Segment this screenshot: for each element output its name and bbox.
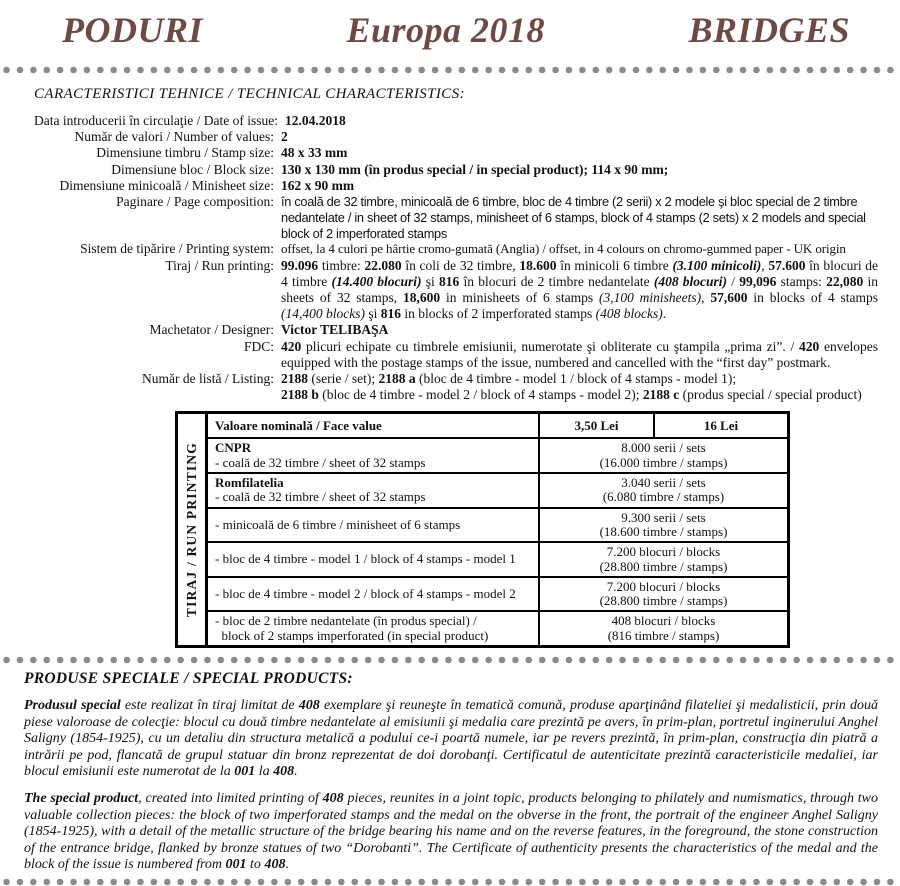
text-run: (bloc de 4 timbre - model 2 / block of 4 stamps - model 2);	[318, 387, 643, 403]
run-printing-table	[175, 411, 790, 648]
text-run: 57.600	[768, 257, 806, 273]
text-run: 22,080	[826, 273, 864, 289]
characteristic-value	[281, 258, 878, 323]
text-run: - coală de 32 timbre / sheet of 32 stamps	[215, 489, 426, 505]
text-run: The special product	[24, 790, 139, 806]
characteristic-value	[281, 322, 878, 338]
characteristic-value	[285, 113, 878, 129]
text-run: stamps:	[776, 273, 827, 289]
text-run: Romfilatelia	[215, 475, 284, 491]
text-run: 816	[380, 306, 401, 322]
table-row	[208, 472, 787, 507]
characteristic-row	[34, 339, 878, 371]
characteristic-label: Dimensiune bloc / Block size:	[111, 161, 274, 177]
table-header-value-16-lei: 16 Lei	[653, 414, 787, 437]
text-run: .	[662, 306, 667, 322]
text-run: 2188 c	[642, 387, 680, 403]
characteristic-label: Număr de listă / Listing:	[142, 371, 274, 387]
text-run: 408	[273, 764, 295, 780]
title-series: Europa 2018	[346, 10, 545, 50]
table-quantity-cell	[538, 612, 787, 645]
dotted-separator-bottom	[0, 878, 900, 886]
text-run: 2188 a	[378, 371, 416, 387]
table-quantity-line: (6.080 timbre / stamps)	[602, 489, 725, 505]
title-romanian: PODURI	[62, 10, 204, 50]
table-product-line	[215, 441, 532, 455]
text-run: in sheets of 32 stamps,	[281, 273, 878, 306]
text-run: in minisheets of 6 stamps	[440, 290, 599, 306]
text-run: 816	[439, 273, 460, 289]
text-run: 22.080	[364, 257, 402, 273]
text-run: 99.096	[281, 257, 319, 273]
table-quantity-cell	[538, 439, 787, 472]
characteristics-list	[34, 113, 878, 403]
text-run: CNPR	[215, 440, 252, 456]
text-run: - coală de 32 timbre / sheet of 32 stamps	[215, 454, 426, 470]
text-run: 162 x 90 mm	[281, 177, 355, 193]
table-quantity-line: (28.800 timbre / stamps)	[599, 558, 728, 574]
table-product-cell	[208, 612, 538, 645]
text-run: 408	[264, 857, 286, 873]
text-run: in blocks of 4 stamps	[747, 290, 879, 306]
characteristic-label: FDC:	[243, 338, 274, 354]
characteristic-row	[34, 322, 878, 338]
text-run: 420	[281, 338, 302, 354]
table-quantity-line: (16.000 timbre / stamps)	[599, 454, 728, 470]
text-run: (3,100 minisheets)	[598, 290, 702, 306]
table-product-line	[215, 552, 532, 566]
characteristic-row	[34, 113, 878, 129]
text-run: (408 blocuri)	[653, 273, 728, 289]
text-run: 99,096	[739, 273, 777, 289]
text-run: exemplare şi reuneşte în tematică comună, produse aparţinând filateliei şi medalisticii, prin două piese valoroase de colecţie: blocul cu două timbre nedantelate al emisiunii şi medalia care prezintă pe avers, în prim-plan, portretul inginerului Anghel Saligny (1854-1925), cu un detaliu din structura metalică a podului ce-i poartă numele, iar pe revers prezintă, în prim-plan, construcţia din piatră a intrării pe pod, flancată de grupul statuar din bronz reprezentat de doi dorobanţi. Certificatul de autenticitate prezintă caracteristicile medaliei, iar blocul emisiunii este numerotat de la	[24, 698, 878, 780]
text-run: envelopes equipped with the postage stamps of the issue, numbered and cancelled with the “first day” postmark.	[281, 338, 878, 370]
text-run: 001	[225, 857, 247, 873]
table-header-face-value: Valoare nominală / Face value	[215, 418, 382, 434]
text-run: (3.100 minicoli)	[672, 257, 762, 273]
table-product-line	[215, 476, 532, 490]
text-run: - bloc de 4 timbre - model 1 / block of 4 stamps - model 1	[215, 551, 516, 567]
text-run: 130 x 130 mm (în produs special / in special product); 114 x 90 mm;	[281, 161, 669, 177]
text-run: pieces, reunites in a joint topic, products belonging to philately and numismatics, through two valuable collection pieces: the block of two imperforated stamps and the medal on the obverse in the front, the portrait of the engineer Anghel Saligny (1854-1925), with a detail of the metallic structure of the bridge bearing his name and on the reverse features, in the foreground, the stone construction of the entrance bridge, flanked by bronze statues of two “Dorobanti”. The Certificate of authenticity presents the characteristics of the medal and the block of the issue is numbered from	[24, 790, 878, 873]
table-row	[208, 507, 787, 542]
text-run: 408	[322, 790, 344, 806]
text-run: plicuri echipate cu timbrele emisiunii, numerotate şi obliterate cu ştampila „prima zi”. /	[301, 338, 799, 354]
text-run: 18.600	[519, 257, 557, 273]
text-run: 57,600	[710, 290, 748, 306]
characteristic-value	[281, 145, 878, 161]
special-products-heading: PRODUSE SPECIALE / SPECIAL PRODUCTS:	[24, 670, 353, 687]
text-run: este realizat în tiraj limitat de	[120, 698, 299, 713]
characteristic-label: Machetator / Designer:	[149, 322, 274, 338]
table-quantity-line: (816 timbre / stamps)	[607, 627, 720, 643]
text-run: block of 2 stamps imperforated (in special product)	[215, 627, 489, 643]
characteristic-label: Paginare / Page composition:	[116, 194, 274, 210]
text-run: 408	[298, 698, 320, 713]
text-run: 18,600	[403, 290, 441, 306]
characteristic-row	[34, 371, 878, 403]
text-run: la	[255, 764, 274, 780]
text-run: (14.400 blocuri)	[331, 273, 422, 289]
special-paragraph-english	[24, 791, 878, 874]
table-product-line	[215, 518, 532, 532]
text-run: - bloc de 2 timbre nedantelate (în produs special) /	[215, 613, 477, 629]
table-product-cell	[208, 509, 538, 542]
characteristic-value	[281, 162, 878, 178]
table-quantity-line: 8.000 serii / sets	[621, 440, 706, 456]
title-english: BRIDGES	[688, 10, 850, 50]
table-quantity-line: (28.800 timbre / stamps)	[599, 593, 728, 609]
table-row	[208, 576, 787, 611]
table-product-line	[215, 629, 532, 643]
text-run: - bloc de 4 timbre - model 2 / block of 4 stamps - model 2	[215, 585, 516, 601]
characteristic-label: Număr de valori / Number of values:	[74, 129, 274, 145]
text-run: 2	[281, 129, 288, 145]
characteristic-label: Tiraj / Run printing:	[165, 257, 274, 273]
text-run: timbre:	[318, 257, 365, 273]
text-run: în minicoli 6 timbre	[556, 257, 673, 273]
table-row	[208, 437, 787, 472]
table-quantity-line: (18.600 timbre / stamps)	[599, 523, 728, 539]
table-quantity-line: 9.300 serii / sets	[621, 509, 706, 525]
table-quantity-cell	[538, 543, 787, 576]
characteristic-value	[281, 339, 878, 371]
text-run: Victor TELIBAŞA	[281, 322, 389, 338]
text-run: to	[246, 857, 265, 873]
table-quantity-cell	[538, 578, 787, 611]
characteristic-row	[34, 145, 878, 161]
characteristic-row	[34, 178, 878, 194]
text-run: 2188	[281, 371, 308, 387]
text-run: în blocuri de 4 timbre	[281, 257, 879, 289]
text-run: în coli de 32 timbre,	[401, 257, 520, 273]
technical-characteristics-heading: CARACTERISTICI TEHNICE / TECHNICAL CHARACTERISTICS:	[34, 86, 465, 102]
characteristic-row	[34, 258, 878, 323]
characteristic-value	[281, 241, 878, 257]
table-quantity-cell	[538, 509, 787, 542]
text-run: (408 blocks)	[595, 306, 663, 322]
table-header-row	[208, 414, 787, 437]
text-run: 001	[234, 764, 256, 780]
text-run: şi	[364, 306, 381, 322]
text-run: , created into limited printing of	[138, 790, 323, 806]
text-run: Produsul special	[24, 698, 121, 713]
table-quantity-line: 408 blocuri / blocks	[611, 613, 716, 629]
text-run: (produs special / special product)	[679, 387, 862, 403]
dotted-separator-middle	[0, 656, 900, 664]
characteristic-row	[34, 162, 878, 178]
text-run: - minicoală de 6 timbre / minisheet of 6 stamps	[215, 516, 461, 532]
table-product-line	[215, 456, 532, 470]
text-run: ,	[761, 257, 769, 273]
characteristic-label: Data introducerii în circulaţie / Date of issue:	[34, 113, 279, 128]
table-quantity-line: 7.200 blocuri / blocks	[606, 578, 721, 594]
text-run: in blocks of 2 imperforated stamps	[401, 306, 596, 322]
table-header-value-350-lei: 3,50 Lei	[538, 414, 653, 437]
text-run: (serie / set);	[308, 371, 379, 387]
table-product-line	[215, 587, 532, 601]
table-quantity-cell	[538, 474, 787, 507]
characteristic-label: Dimensiune minicoală / Minisheet size:	[59, 177, 274, 193]
table-row	[208, 610, 787, 645]
text-run: offset, la 4 culori pe hârtie cromo-gumată (Anglia) / offset, in 4 colours on chromo-gummed paper - UK origin	[281, 241, 846, 257]
table-product-cell	[208, 474, 538, 507]
table-quantity-line: 3.040 serii / sets	[621, 475, 706, 491]
characteristic-row	[34, 194, 878, 241]
table-rows	[208, 437, 787, 645]
text-run: (bloc de 4 timbre - model 1 / block of 4 stamps - model 1);	[415, 371, 737, 387]
characteristic-label: Sistem de tipărire / Printing system:	[80, 241, 274, 257]
table-main	[208, 414, 787, 645]
text-run: .	[294, 764, 298, 780]
table-product-cell	[208, 578, 538, 611]
text-run: 48 x 33 mm	[281, 145, 348, 161]
text-run: 12.04.2018	[285, 113, 346, 128]
text-run: în blocuri de 2 timbre nedantelate	[459, 273, 654, 289]
masthead	[0, 0, 900, 54]
characteristic-value	[281, 178, 878, 194]
table-side-label: TIRAJ / RUN PRINTING	[183, 442, 199, 618]
characteristic-value	[281, 194, 878, 241]
table-product-cell	[208, 439, 538, 472]
characteristic-row	[34, 129, 878, 145]
text-run: în coală de 32 timbre, minicoală de 6 timbre, bloc de 4 timbre (2 serii) x 2 modele şi bloc special de 2 timbre nedantelate / in sheet of 32 stamps, minisheet of 6 stamps, block of 4 stamps (2 sets) x 2 models and special block of 2 imperforated stamps	[281, 194, 866, 241]
text-run: .	[285, 857, 289, 873]
special-paragraph-romanian	[24, 698, 878, 781]
text-run: ,	[701, 290, 711, 306]
characteristic-row	[34, 241, 878, 257]
table-product-cell	[208, 543, 538, 576]
table-row	[208, 541, 787, 576]
table-product-line	[215, 614, 532, 628]
text-run: 420	[799, 338, 820, 354]
dotted-separator-top	[0, 66, 900, 74]
characteristic-label: Dimensiune timbru / Stamp size:	[96, 145, 274, 161]
characteristic-value	[281, 129, 878, 145]
table-product-line	[215, 490, 532, 504]
text-run: 2188 b	[281, 387, 319, 403]
characteristic-value	[281, 371, 878, 403]
table-quantity-line: 7.200 blocuri / blocks	[606, 544, 721, 560]
table-side-label-cell	[178, 414, 208, 645]
text-run: şi	[421, 273, 440, 289]
text-run: (14,400 blocks)	[281, 306, 365, 322]
text-run: /	[727, 273, 740, 289]
